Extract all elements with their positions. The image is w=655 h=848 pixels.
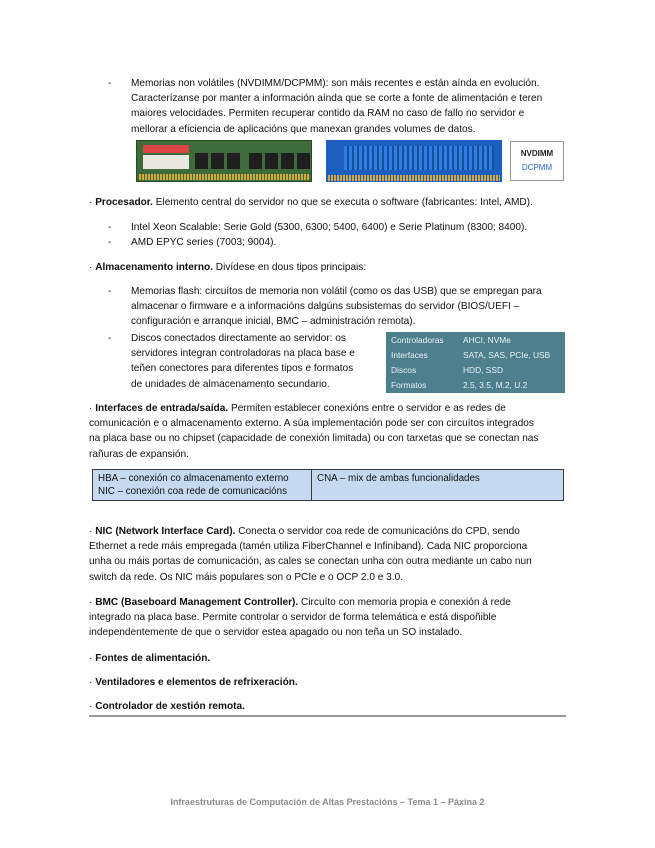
fontes-title: Fontes de alimentación. <box>95 653 211 664</box>
discos-line: Discos conectados directamente ao servidor: os <box>131 333 346 344</box>
nvdimm-line: Memorias non volátiles (NVDIMM/DCPMM): son máis recentes e están aínda en evolución. <box>131 78 540 89</box>
memory-chip <box>227 153 240 169</box>
memory-chip <box>281 153 294 169</box>
memory-chip <box>195 153 208 169</box>
storage-row <box>391 348 561 362</box>
bullet-dash: - <box>108 237 112 248</box>
module-pins <box>328 175 500 181</box>
nvdimm-line: Caracterízanse por manter a información aínda que se corte a fonte de alimentación e teren <box>131 93 543 105</box>
bullet-dash: - <box>108 78 112 89</box>
heatsink-fins <box>344 146 494 170</box>
section-divider <box>89 715 566 717</box>
nvdimm-line: maiores velocidades. Permiten recuperar contido da RAM no caso de fallo no servidor e <box>131 108 525 120</box>
storage-key: Interfaces <box>391 350 428 360</box>
nic-paragraph <box>89 524 565 585</box>
bmc-title: BMC (Baseboard Management Controller). <box>95 597 299 608</box>
nic-title: NIC (Network Interface Card). <box>95 526 236 537</box>
bullet-dash: - <box>108 333 112 344</box>
interfaces-line: na placa base ou no chipset (capacidade de conexión limitada) ou con tarxetas que se conectan nas <box>89 433 539 445</box>
storage-row <box>391 333 561 347</box>
controlador-title: Controlador de xestión remota. <box>95 701 245 712</box>
bmc-paragraph <box>89 595 565 641</box>
almacenamento-paragraph <box>89 260 565 275</box>
nic-line: unha ou máis portas de comunicación, as cales se conectan unha con outra mediante un cabo nun <box>89 556 532 568</box>
procesador-item: AMD EPYC series (7003; 9004). <box>131 237 277 248</box>
page-footer: Infraestruturas de Computación de Altas Prestacións – Tema 1 – Páxina 2 <box>170 797 485 807</box>
memory-chip <box>265 153 278 169</box>
almacenamento-text: Divídese en dous tipos principais: <box>212 262 367 273</box>
nvdimm-line: mellorar a eficiencia de aplicacións que manexan grandes volumes de datos. <box>131 123 476 135</box>
nic-line: Ethernet a rede máis empregada (tamén utiliza FiberChannel e Infiniband). Cada NIC proporciona <box>89 541 528 553</box>
storage-value: SATA, SAS, PCIe, USB <box>463 350 551 360</box>
procesador-item: Intel Xeon Scalable: Serie Gold (5300, 6300; 5400, 6400) e Serie Platinum (8300; 8400). <box>131 222 528 233</box>
nic-line: switch da rede. Os NIC máis populares son o PCIe e o OCP 2.0 e 3.0. <box>89 571 403 583</box>
section-dot: · <box>89 197 93 208</box>
hba-text: HBA – conexión co almacenamento externo <box>98 473 289 484</box>
interfaces-line: comunicación e o almacenamento externo. A súa implementación pode ser con circuítos integrados <box>89 418 534 430</box>
cna-text: CNA – mix de ambas funcionalidades <box>317 473 480 484</box>
bmc-line: integrado na placa base. Permite controlar o servidor de forma telemática e está dispoñible <box>89 612 497 624</box>
storage-row <box>391 378 561 392</box>
section-dot: · <box>89 677 93 688</box>
interfaces-line: Permiten establecer conexións entre o servidor e as redes de <box>228 403 506 414</box>
interfaces-table <box>92 469 564 501</box>
bmc-line: Circuíto con memoria propia e conexión á rede <box>298 597 511 608</box>
storage-summary-image <box>386 332 565 393</box>
storage-value: AHCI, NVMe <box>463 335 511 345</box>
section-dot: · <box>89 701 93 712</box>
nvdimm-paragraph <box>131 76 564 137</box>
module-sticker <box>143 155 189 169</box>
ventiladores-title: Ventiladores e elementos de refrixeración. <box>95 677 298 688</box>
bullet-dash: - <box>108 222 112 233</box>
module-label-strip <box>143 145 189 153</box>
storage-key: Discos <box>391 365 417 375</box>
discos-line: de unidades de almacenamento secundario. <box>131 378 330 390</box>
bullet-dash: - <box>108 286 112 297</box>
storage-value: HDD, SSD <box>463 365 504 375</box>
section-dot: · <box>89 653 93 664</box>
interfaces-paragraph <box>89 401 565 462</box>
nvdimm-module-image <box>136 140 312 182</box>
nic-text: NIC – conexión coa rede de comunicacións <box>98 486 287 497</box>
nvdimm-label: NVDIMM <box>520 149 554 158</box>
storage-value: 2.5, 3.5, M.2, U.2 <box>463 380 528 390</box>
almacenamento-title: Almacenamento interno. <box>95 262 213 273</box>
storage-key: Controladoras <box>391 335 444 345</box>
bmc-line: independentemente de que o servidor estea apagado ou non teña un SO instalado. <box>89 627 463 639</box>
table-cell <box>93 470 312 501</box>
procesador-text: Elemento central do servidor no que se executa o software (fabricantes: Intel, AMD). <box>152 197 533 208</box>
memory-chip <box>249 153 262 169</box>
flash-paragraph <box>131 284 564 330</box>
procesador-title: Procesador. <box>95 197 153 208</box>
discos-line: servidores integran controladoras na placa base e <box>131 348 355 360</box>
interfaces-line: rañuras de expansión. <box>89 448 189 460</box>
storage-row <box>391 363 561 377</box>
section-dot: · <box>89 597 93 608</box>
controlador-item <box>89 699 565 714</box>
fontes-item <box>89 651 565 666</box>
nvdimm-dcpmm-legend <box>510 141 564 181</box>
nic-line: Conecta o servidor coa rede de comunicacións do CPD, sendo <box>235 526 520 537</box>
section-dot: · <box>89 262 93 273</box>
section-dot: · <box>89 403 93 414</box>
memory-chip <box>211 153 224 169</box>
section-dot: · <box>89 526 93 537</box>
module-pins <box>139 174 309 180</box>
flash-line: Memorias flash: circuítos de memoria non volátil (como os das USB) que se empregan para <box>131 286 542 297</box>
procesador-paragraph <box>89 195 565 210</box>
flash-line: almacenar o firmware e a informacións dalgúns subsistemas do servidor (BIOS/UEFI – <box>131 301 520 313</box>
memory-chip <box>297 153 310 169</box>
discos-paragraph <box>131 331 378 392</box>
dcpmm-label: DCPMM <box>521 163 553 172</box>
flash-line: configuración e arranque inicial, BMC – administración remota). <box>131 316 416 328</box>
storage-key: Formatos <box>391 380 427 390</box>
discos-line: teñen conectores para diferentes tipos e formatos <box>131 363 354 375</box>
table-cell <box>312 470 564 501</box>
ventiladores-item <box>89 675 565 690</box>
interfaces-title: Interfaces de entrada/saída. <box>95 403 229 414</box>
dcpmm-module-image <box>326 140 502 182</box>
